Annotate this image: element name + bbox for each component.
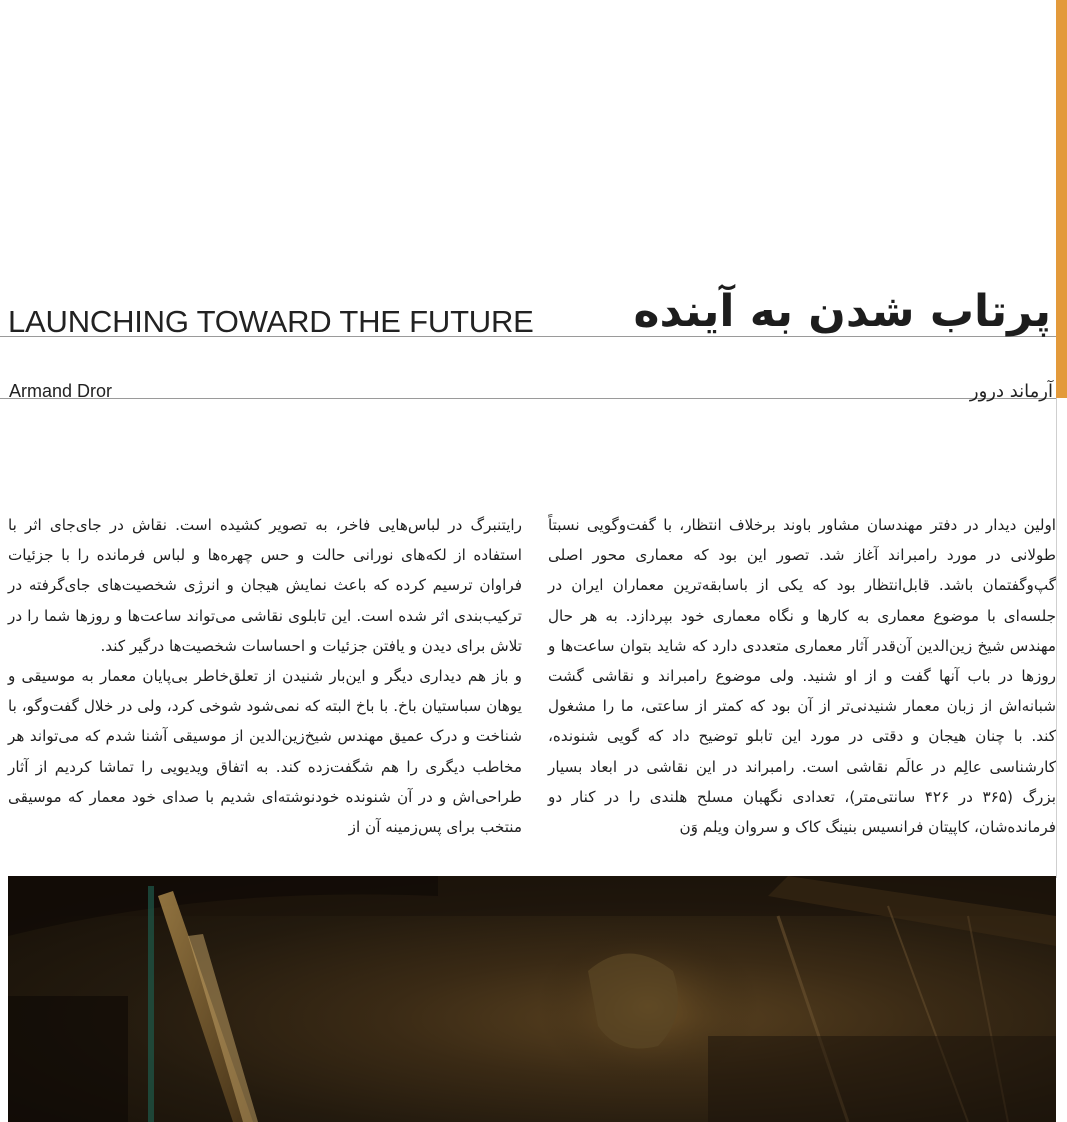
paragraph: رایتنبرگ در لباس‌هایی فاخر، به تصویر کشیده است. نقاش در جای‌جای اثر با استفاده از لکه‌های نورانی حالت و حس چهره‌ها و لباس فرمانده را با جزئیات فراوان ترسیم کرده که باعث نمایش هیجان و انرژی شخصیت‌های جای‌گرفته در ترکیب‌بندی اثر شده است. این تابلوی نقاشی می‌تواند ساعت‌ها و روزها شما را در تلاش برای دیدن و یافتن جزئیات و احساسات شخصیت‌ها درگیر کند. [8,516,522,655]
right-rule [1056,398,1057,878]
article-column-left [8,510,522,842]
author-rule [0,398,1056,399]
title-english: LAUNCHING TOWARD THE FUTURE [8,304,534,339]
author-persian: آرماند درور [969,381,1053,402]
paragraph: اولین دیدار در دفتر مهندسان مشاور باوند برخلاف انتظار، با گفت‌وگویی نسبتاً طولانی در مورد رامبراند آغاز شد. تصور این بود که معماری محور اصلی گپ‌وگفتمان باشد. قابل‌انتظار بود که یکی از باسابقه‌ترین معماران ایران در جلسه‌ای با موضوع معماری به کارها و نگاه معماری خود بپردازد. به هر حال مهندس شیخ زین‌الدین آن‌قدر آثار معماری متعددی دارد که شاید بتوان ساعت‌ها و روزها در باب آنها گفت و از او شنید. ولی موضوع رامبراند و نقاشی گشت شبانه‌اش از زبان معمار شنیدنی‌تر از آن بود که کمتر از ساعتی، ما را مشغول کند. با چنان هیجان و دقتی در مورد این تابلو توضیح داد که گویی شنونده، کارشناسی عالِم در عالَم نقاشی است. رامبراند در این نقاشی در ابعاد بسیار بزرگ (۳۶۵ در ۴۲۶ سانتی‌متر)، تعدادی نگهبان مسلح هلندی را در کنار دو فرمانده‌شان، کاپیتان فرانسیس بنینگ کاک و سروان ویلم وَن [548,516,1056,837]
accent-bar [1056,0,1067,398]
title-persian: پرتاب شدن به آینده [633,286,1051,337]
painting-artwork [8,876,1056,1122]
painting-image [8,876,1056,1122]
article-column-right [548,510,1056,842]
author-english: Armand Dror [9,381,113,401]
paragraph: و باز هم دیداری دیگر و این‌بار شنیدن از تعلق‌خاطر بی‌پایان معمار به موسیقی و یوهان سباستیان باخ. با باخ البته که نمی‌شود شوخی کرد، ولی در خلال گفت‌وگو، با شناخت و درک عمیق مهندس شیخ‌زین‌الدین از موسیقی آشنا شدم که می‌تواند هر مخاطب دیگری را هم شگفت‌زده کند. به اتفاق ویدیویی را تماشا کردیم از آثار طراحی‌اش و در آن شنونده خودنوشته‌ای شدیم با صدای خود معمار که موسیقی منتخب برای پس‌زمینه آن از [8,667,522,837]
